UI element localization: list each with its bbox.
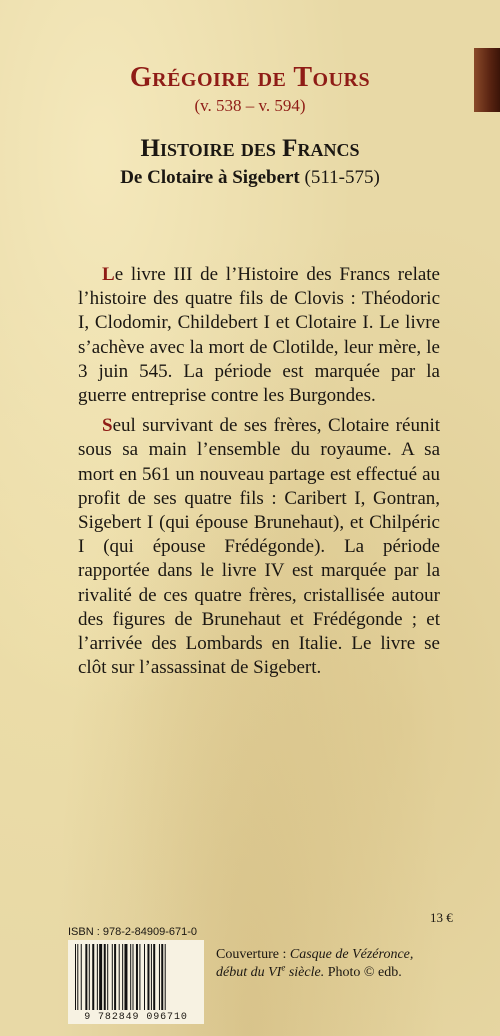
barcode-bar [133, 944, 134, 1010]
initial-letter-1: L [102, 264, 115, 285]
barcode-digits: 9 782849 096710 [84, 1012, 188, 1023]
barcode-bar [89, 944, 90, 1010]
initial-letter-2: S [102, 415, 113, 437]
author-dates: (v. 538 – v. 594) [194, 96, 306, 115]
subtitle-years: (511-575) [304, 167, 380, 188]
barcode [68, 940, 204, 1024]
isbn-label: ISBN : 978-2-84909-671-0 [68, 926, 198, 938]
barcode-bar [122, 944, 123, 1010]
barcode-bar [99, 944, 102, 1010]
barcode-bar [119, 944, 120, 1010]
blurb-paragraph-1 [78, 263, 440, 408]
barcode-bar [107, 944, 108, 1010]
barcode-bar [77, 944, 78, 1010]
barcode-bar [92, 944, 94, 1010]
credit-superscript: e [281, 962, 286, 973]
blurb-paragraph-2 [78, 414, 440, 680]
barcode-bar [124, 944, 127, 1010]
barcode-bar [147, 944, 149, 1010]
barcode-bar [136, 944, 138, 1010]
barcode-bar [130, 944, 131, 1010]
paragraph-1-text: e livre III de l’Histoire des Francs relate l’histoire des quatre fils de Clovis : Théodoric I, Clodomir, Childebert I et Clotaire I. Le livre s’achève avec la mort de Clotilde, leur mère, le 3 juin 545. La période est marquée par la guerre entreprise contre les Burgondes. [78, 264, 440, 407]
credit-label: Couverture : [216, 947, 290, 962]
barcode-bar [159, 944, 160, 1010]
barcode-bar [144, 944, 145, 1010]
book-title: Histoire des Francs [140, 135, 360, 162]
cover-header [0, 62, 500, 190]
author-name: Grégoire de Tours [129, 62, 371, 93]
credit-artwork-title: Casque de Vézéronce, [289, 947, 414, 962]
price-label: 13 € [430, 910, 453, 925]
credit-photo: Photo © edb. [324, 965, 402, 980]
barcode-bar [112, 944, 113, 1010]
paragraph-2-text: eul survivant de ses frères, Clotaire réunit sous sa main l’ensemble du royaume. A sa mort en 561 un nouveau partage est effectué au profit de ses quatre fils : Caribert I, Gontran, Sigebert I (qui épouse Brunehaut), et Chilpéric I (qui épouse Frédégonde). La période rapportée dans le livre IV est marquée par la rivalité de ces quatre frères, cristallisée autour des figures de Brunehaut et Frédégonde ; et l’arrivée des Lombards en Italie. Le livre se clôt sur l’assassinat de Sigebert. [78, 415, 440, 679]
barcode-bar [97, 944, 98, 1010]
barcode-bar [114, 944, 116, 1010]
barcode-bars [74, 944, 198, 1010]
credit-artwork-date: début du VI [216, 965, 282, 980]
book-subtitle [0, 166, 500, 190]
barcode-bar [161, 944, 163, 1010]
barcode-bar [165, 944, 166, 1010]
barcode-bar [75, 944, 76, 1010]
barcode-bar [151, 944, 152, 1010]
blurb [78, 263, 440, 680]
credit-artwork-century: siècle. [285, 965, 325, 980]
barcode-bar [81, 944, 82, 1010]
barcode-bar [104, 944, 106, 1010]
cover-credit [216, 946, 476, 982]
barcode-bar [153, 944, 155, 1010]
subtitle-main: De Clotaire à Sigebert [120, 167, 300, 188]
barcode-bar [139, 944, 140, 1010]
barcode-bar [85, 944, 87, 1010]
